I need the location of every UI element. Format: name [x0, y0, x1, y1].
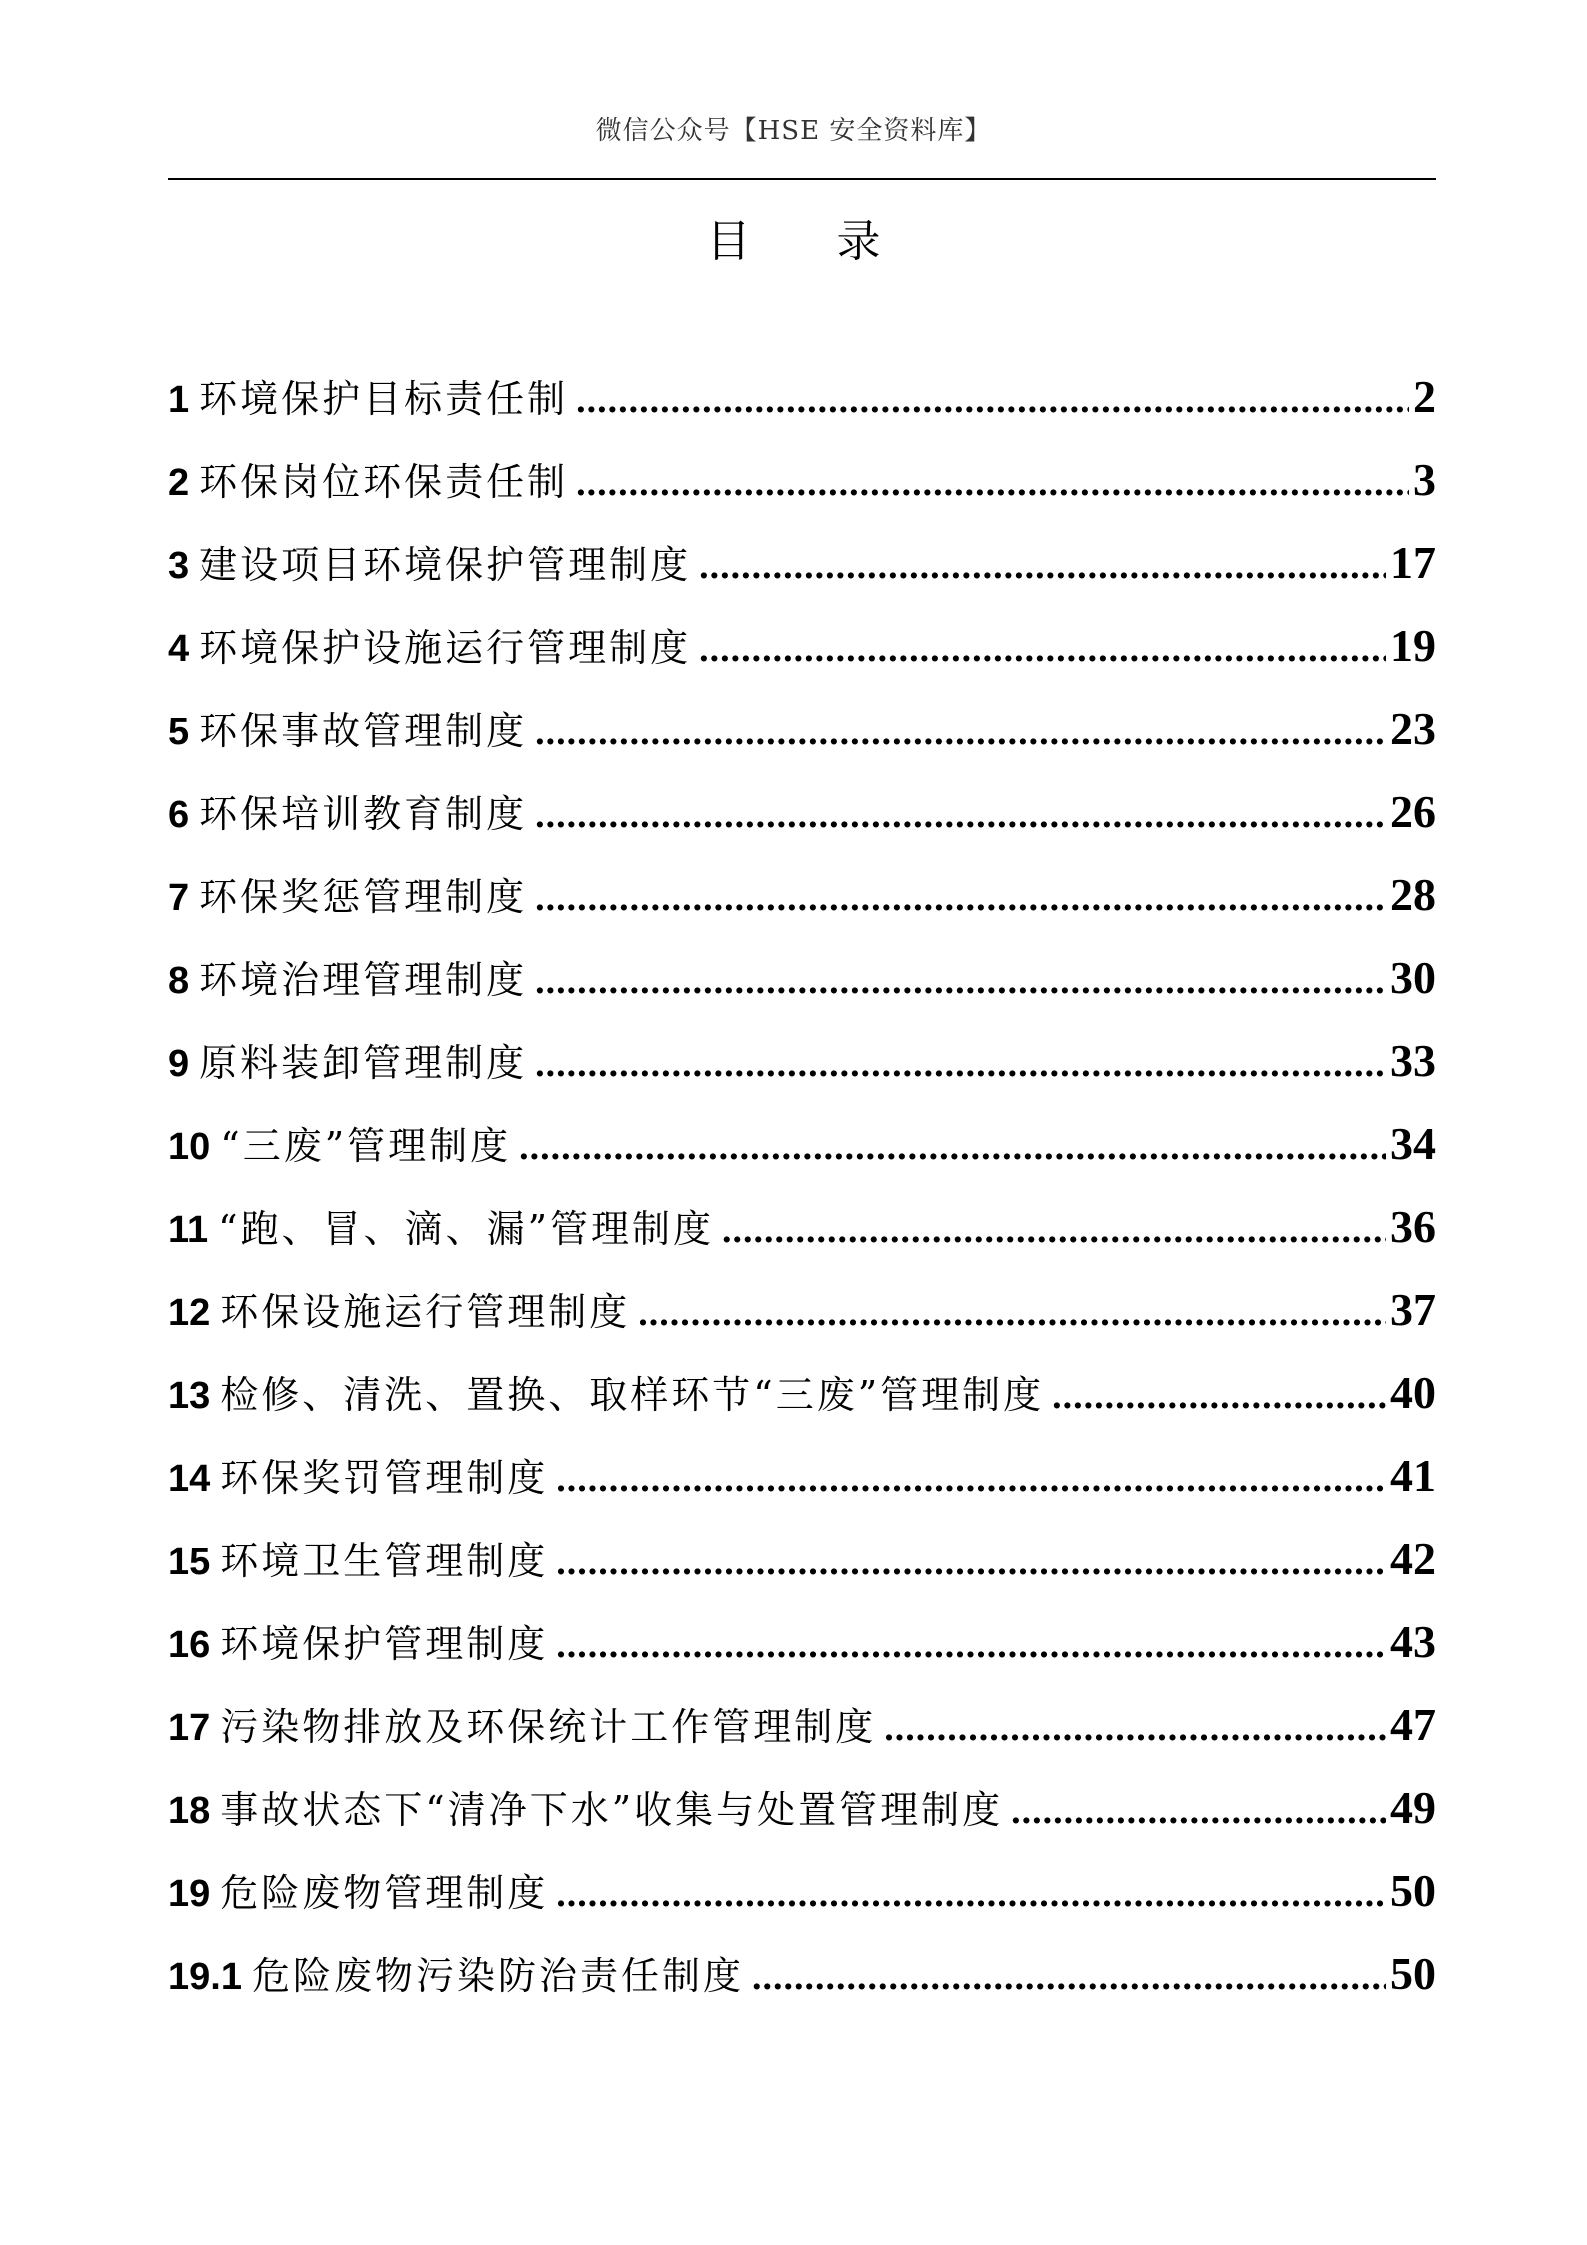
toc-entry-title: 环保奖惩管理制度	[199, 875, 528, 919]
toc-entry-page: 33	[1390, 1035, 1436, 1086]
toc-entry-title: 环境保护管理制度	[220, 1622, 549, 1666]
toc-entry-title: “跑、冒、滴、漏”管理制度	[218, 1207, 715, 1251]
toc-entry-title: 环境治理管理制度	[199, 958, 528, 1002]
toc-entry[interactable]	[168, 783, 1436, 866]
toc-entry-number: 10	[168, 1126, 211, 1168]
toc-entry-page: 17	[1390, 537, 1436, 588]
toc-dot-leader	[556, 1872, 1386, 1916]
toc-entry[interactable]	[168, 700, 1436, 783]
toc-entry[interactable]	[168, 617, 1436, 700]
toc-dot-leader	[556, 1540, 1386, 1584]
toc-entry-number: 1	[168, 379, 190, 421]
toc-dot-leader	[535, 793, 1386, 837]
toc-entry[interactable]	[168, 1115, 1436, 1198]
toc-entry[interactable]	[168, 1364, 1436, 1447]
toc-entry[interactable]	[168, 451, 1436, 534]
toc-entry-page: 28	[1390, 869, 1436, 920]
toc-dot-leader	[519, 1125, 1386, 1169]
toc-entry[interactable]	[168, 1530, 1436, 1613]
toc-entry-page: 26	[1390, 786, 1436, 837]
toc-entry-title: 环境保护目标责任制	[199, 377, 569, 421]
toc-entry-page: 43	[1390, 1616, 1436, 1667]
toc-entry[interactable]	[168, 1032, 1436, 1115]
toc-entry[interactable]	[168, 534, 1436, 617]
toc-entry-number: 7	[168, 877, 190, 919]
toc-dot-leader	[752, 1955, 1386, 1999]
page-title: 目 录	[706, 216, 917, 267]
toc-entry-number: 6	[168, 794, 190, 836]
toc-entry-page: 3	[1413, 454, 1436, 505]
toc-dot-leader	[576, 378, 1409, 422]
header-divider	[168, 178, 1436, 180]
toc-entry-title: 环境保护设施运行管理制度	[199, 626, 692, 670]
toc-entry-number: 5	[168, 711, 190, 753]
toc-entry-page: 36	[1390, 1201, 1436, 1252]
toc-entry-number: 12	[168, 1292, 211, 1334]
toc-entry-number: 19	[168, 1873, 211, 1915]
toc-entry-number: 9	[168, 1043, 190, 1085]
toc-entry-title: “三废”管理制度	[220, 1124, 512, 1168]
page-header: 微信公众号【HSE 安全资料库】	[595, 116, 992, 146]
toc-dot-leader	[722, 1208, 1386, 1252]
table-of-contents	[168, 368, 1436, 2028]
toc-entry-page: 2	[1413, 371, 1436, 422]
toc-entry[interactable]	[168, 1198, 1436, 1281]
toc-entry-number: 8	[168, 960, 190, 1002]
toc-entry-number: 3	[168, 545, 190, 587]
toc-entry-page: 23	[1390, 703, 1436, 754]
toc-entry-title: 危险废物管理制度	[220, 1871, 549, 1915]
toc-entry[interactable]	[168, 1281, 1436, 1364]
toc-entry-page: 30	[1390, 952, 1436, 1003]
toc-entry-page: 50	[1390, 1865, 1436, 1916]
toc-entry-number: 19.1	[168, 1956, 242, 1998]
toc-entry-number: 14	[168, 1458, 211, 1500]
toc-entry[interactable]	[168, 368, 1436, 451]
toc-dot-leader	[535, 710, 1386, 754]
toc-entry-number: 2	[168, 462, 190, 504]
toc-dot-leader	[1052, 1374, 1386, 1418]
toc-entry-title: 污染物排放及环保统计工作管理制度	[220, 1705, 877, 1749]
toc-entry-page: 50	[1390, 1948, 1436, 1999]
toc-entry-title: 建设项目环境保护管理制度	[199, 543, 692, 587]
toc-entry-page: 47	[1390, 1699, 1436, 1750]
toc-entry-page: 42	[1390, 1533, 1436, 1584]
toc-entry-title: 环保奖罚管理制度	[220, 1456, 549, 1500]
toc-entry-title: 环保岗位环保责任制	[199, 460, 569, 504]
toc-entry-title: 环保设施运行管理制度	[220, 1290, 631, 1334]
toc-entry-number: 4	[168, 628, 190, 670]
toc-dot-leader	[535, 876, 1386, 920]
toc-dot-leader	[884, 1706, 1386, 1750]
toc-dot-leader	[699, 627, 1386, 671]
toc-entry[interactable]	[168, 1696, 1436, 1779]
toc-entry-title: 环境卫生管理制度	[220, 1539, 549, 1583]
toc-dot-leader	[535, 959, 1386, 1003]
toc-entry[interactable]	[168, 866, 1436, 949]
toc-entry-title: 危险废物污染防治责任制度	[251, 1954, 744, 1998]
toc-entry[interactable]	[168, 1945, 1436, 2028]
toc-entry-title: 事故状态下“清净下水”收集与处置管理制度	[220, 1788, 1004, 1832]
toc-dot-leader	[1011, 1789, 1386, 1833]
toc-entry-number: 17	[168, 1707, 211, 1749]
toc-entry-page: 41	[1390, 1450, 1436, 1501]
toc-entry-title: 检修、清洗、置换、取样环节“三废”管理制度	[220, 1373, 1045, 1417]
toc-entry-title: 环保事故管理制度	[199, 709, 528, 753]
toc-dot-leader	[535, 1042, 1386, 1086]
toc-entry-title: 原料装卸管理制度	[199, 1041, 528, 1085]
toc-entry-number: 15	[168, 1541, 211, 1583]
toc-dot-leader	[699, 544, 1386, 588]
toc-entry-page: 40	[1390, 1367, 1436, 1418]
toc-entry-number: 18	[168, 1790, 211, 1832]
toc-entry[interactable]	[168, 1613, 1436, 1696]
toc-entry-number: 11	[168, 1209, 209, 1251]
toc-entry-page: 49	[1390, 1782, 1436, 1833]
toc-dot-leader	[576, 461, 1409, 505]
toc-entry-page: 37	[1390, 1284, 1436, 1335]
toc-dot-leader	[556, 1623, 1386, 1667]
toc-entry[interactable]	[168, 1862, 1436, 1945]
toc-dot-leader	[556, 1457, 1386, 1501]
toc-entry[interactable]	[168, 1447, 1436, 1530]
toc-entry-page: 19	[1390, 620, 1436, 671]
toc-dot-leader	[638, 1291, 1386, 1335]
toc-entry-number: 13	[168, 1375, 211, 1417]
toc-entry[interactable]	[168, 949, 1436, 1032]
toc-entry[interactable]	[168, 1779, 1436, 1862]
toc-entry-number: 16	[168, 1624, 211, 1666]
toc-entry-title: 环保培训教育制度	[199, 792, 528, 836]
toc-entry-page: 34	[1390, 1118, 1436, 1169]
